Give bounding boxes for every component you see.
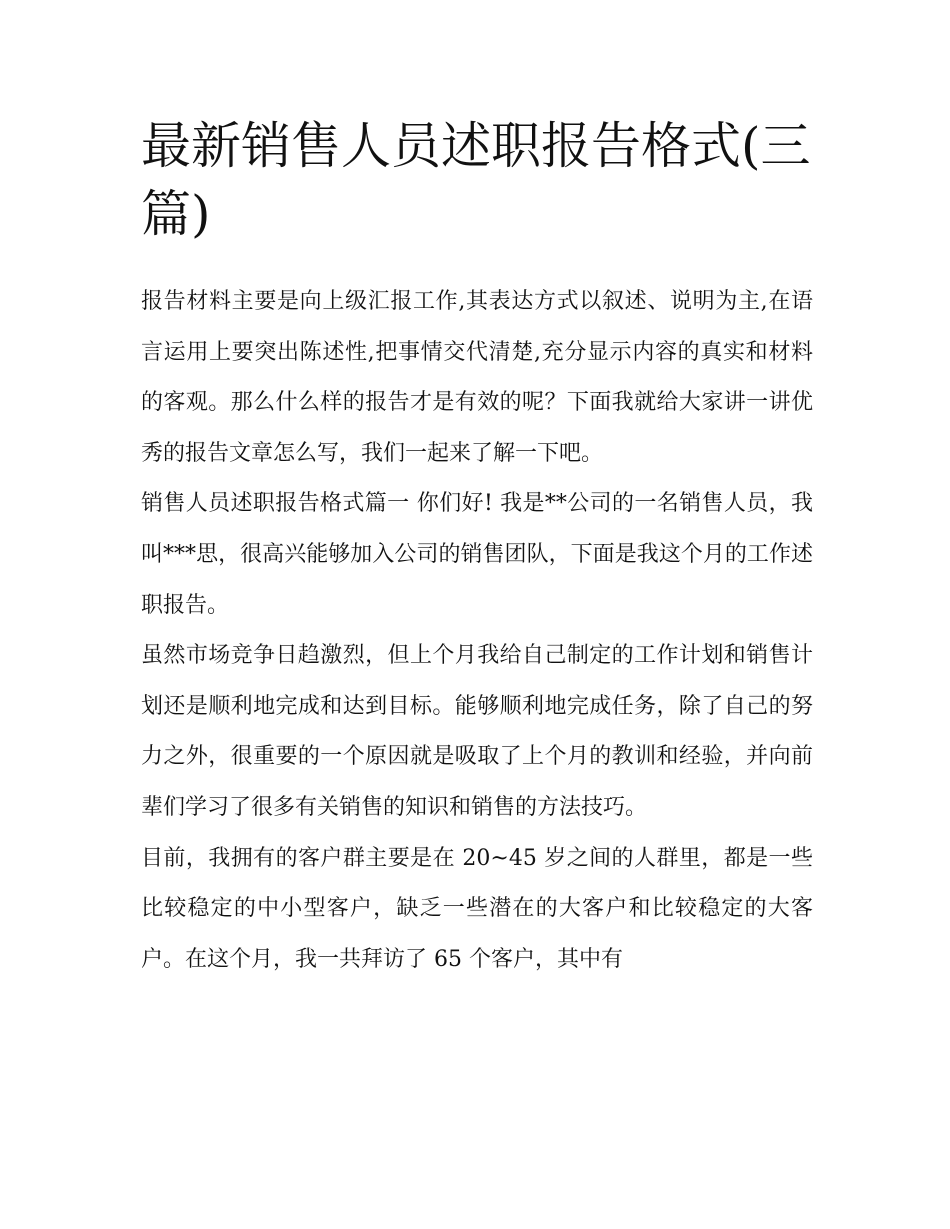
- paragraph-market: 虽然市场竞争日趋激烈，但上个月我给自己制定的工作计划和销售计划还是顺利地完成和达到目标。能够顺利地完成任务，除了自己的努力之外，很重要的一个原因就是吸取了上个月的教训和经验，并向前辈们学习了很多有关销售的知识和销售的方法技巧。: [141, 643, 813, 820]
- document-body: [141, 112, 813, 985]
- document-title: 最新销售人员述职报告格式(三篇): [141, 117, 811, 243]
- paragraph-customers: 目前，我拥有的客户群主要是在 20~45 岁之间的人群里，都是一些比较稳定的中小型客户，缺乏一些潜在的大客户和比较稳定的大客户。在这个月，我一共拜访了 65 个客户，其中有: [141, 845, 813, 972]
- paragraph-section-one: 销售人员述职报告格式篇一 你们好! 我是**公司的一名销售人员，我叫***思，很高兴能够加入公司的销售团队，下面是我这个月的工作述职报告。: [141, 491, 813, 618]
- paragraph-intro: 报告材料主要是向上级汇报工作,其表达方式以叙述、说明为主,在语言运用上要突出陈述性,把事情交代清楚,充分显示内容的真实和材料的客观。那么什么样的报告才是有效的呢？下面我就给大家讲一讲优秀的报告文章怎么写，我们一起来了解一下吧。: [141, 289, 813, 466]
